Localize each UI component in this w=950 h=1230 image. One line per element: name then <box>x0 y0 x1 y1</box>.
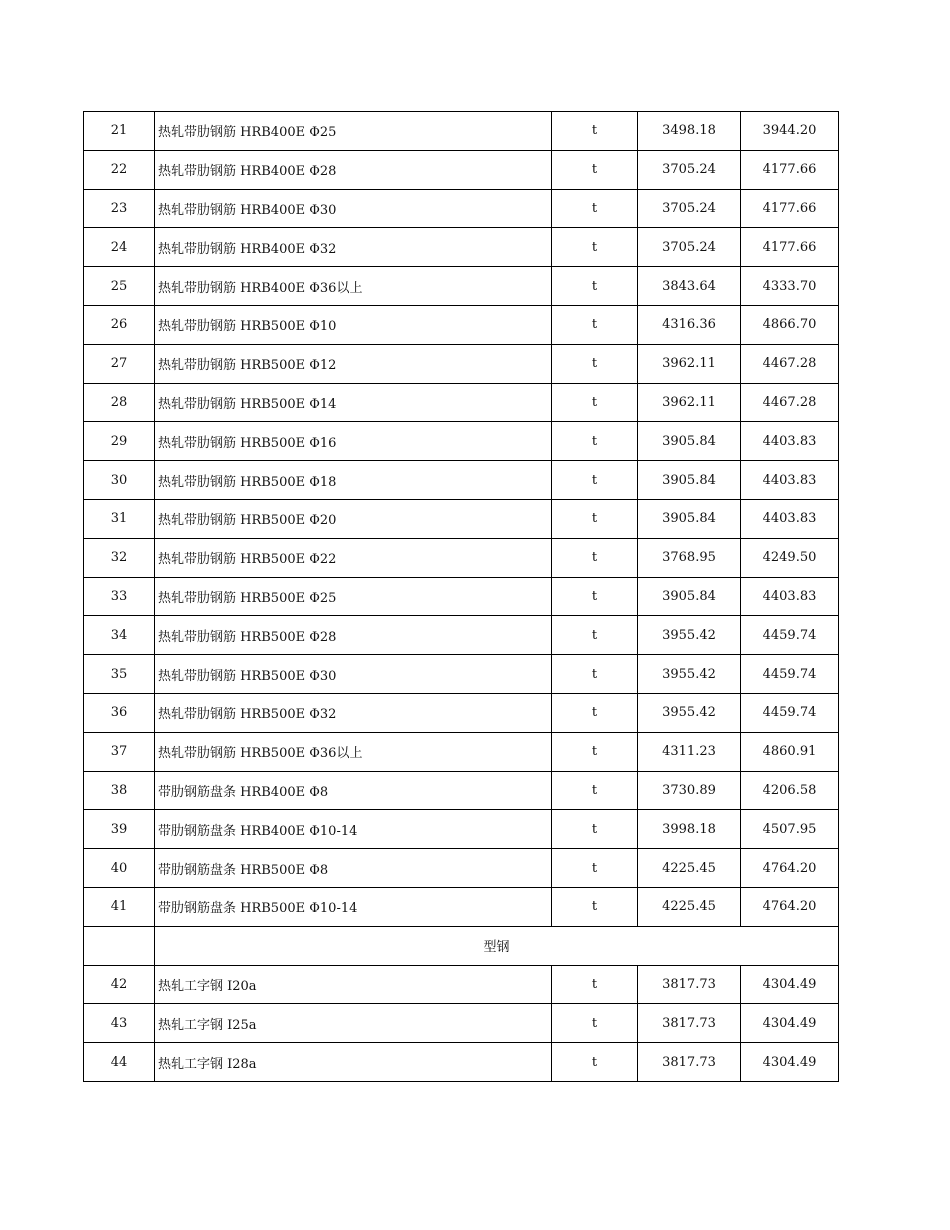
price-excl-tax-cell: 3955.42 <box>638 693 741 732</box>
table-row <box>84 655 839 694</box>
price-incl-tax-cell: 4764.20 <box>741 849 839 888</box>
price-incl-tax-cell: 4403.83 <box>741 461 839 500</box>
table-row <box>84 965 839 1004</box>
item-name-cell: 热轧工字钢 I28a <box>155 1043 552 1082</box>
unit-cell: t <box>552 810 638 849</box>
unit-cell: t <box>552 267 638 306</box>
table-row <box>84 112 839 151</box>
price-excl-tax-cell: 3905.84 <box>638 499 741 538</box>
price-excl-tax-cell: 3962.11 <box>638 344 741 383</box>
item-number-cell: 29 <box>84 422 155 461</box>
unit-cell: t <box>552 538 638 577</box>
item-number-cell: 35 <box>84 655 155 694</box>
price-excl-tax-cell: 3955.42 <box>638 655 741 694</box>
price-excl-tax-cell: 3955.42 <box>638 616 741 655</box>
table-row <box>84 693 839 732</box>
table-row <box>84 1004 839 1043</box>
price-incl-tax-cell: 4333.70 <box>741 267 839 306</box>
unit-cell: t <box>552 344 638 383</box>
price-incl-tax-cell: 4467.28 <box>741 344 839 383</box>
table-row <box>84 150 839 189</box>
price-incl-tax-cell: 4249.50 <box>741 538 839 577</box>
price-incl-tax-cell: 4860.91 <box>741 732 839 771</box>
price-incl-tax-cell: 4467.28 <box>741 383 839 422</box>
price-excl-tax-cell: 3843.64 <box>638 267 741 306</box>
section-title: 型钢 <box>155 926 839 965</box>
price-incl-tax-cell: 4403.83 <box>741 422 839 461</box>
unit-cell: t <box>552 461 638 500</box>
item-name-cell: 热轧带肋钢筋 HRB500E Φ30 <box>155 655 552 694</box>
table-row <box>84 422 839 461</box>
price-excl-tax-cell: 4225.45 <box>638 887 741 926</box>
item-name-cell: 热轧带肋钢筋 HRB500E Φ20 <box>155 499 552 538</box>
table-row <box>84 810 839 849</box>
price-excl-tax-cell: 3962.11 <box>638 383 741 422</box>
item-name-cell: 热轧带肋钢筋 HRB500E Φ12 <box>155 344 552 383</box>
item-name-cell: 热轧带肋钢筋 HRB500E Φ25 <box>155 577 552 616</box>
item-name-cell: 热轧工字钢 I25a <box>155 1004 552 1043</box>
price-incl-tax-cell: 4304.49 <box>741 1004 839 1043</box>
item-number-cell: 24 <box>84 228 155 267</box>
price-incl-tax-cell: 4206.58 <box>741 771 839 810</box>
item-name-cell: 热轧带肋钢筋 HRB400E Φ25 <box>155 112 552 151</box>
price-incl-tax-cell: 4403.83 <box>741 499 839 538</box>
price-table <box>83 111 839 1082</box>
table-row <box>84 499 839 538</box>
price-excl-tax-cell: 4225.45 <box>638 849 741 888</box>
price-excl-tax-cell: 4316.36 <box>638 305 741 344</box>
price-incl-tax-cell: 4177.66 <box>741 189 839 228</box>
price-excl-tax-cell: 3817.73 <box>638 1043 741 1082</box>
table-row <box>84 538 839 577</box>
price-excl-tax-cell: 3817.73 <box>638 1004 741 1043</box>
unit-cell: t <box>552 1004 638 1043</box>
price-excl-tax-cell: 3817.73 <box>638 965 741 1004</box>
unit-cell: t <box>552 849 638 888</box>
item-number-cell: 31 <box>84 499 155 538</box>
item-number-cell: 34 <box>84 616 155 655</box>
price-incl-tax-cell: 4459.74 <box>741 693 839 732</box>
item-number-cell: 26 <box>84 305 155 344</box>
table-row <box>84 267 839 306</box>
price-incl-tax-cell: 4764.20 <box>741 887 839 926</box>
price-excl-tax-cell: 3705.24 <box>638 228 741 267</box>
item-name-cell: 热轧带肋钢筋 HRB500E Φ14 <box>155 383 552 422</box>
price-incl-tax-cell: 4459.74 <box>741 655 839 694</box>
price-excl-tax-cell: 4311.23 <box>638 732 741 771</box>
section-empty-cell <box>84 926 155 965</box>
item-number-cell: 30 <box>84 461 155 500</box>
item-number-cell: 42 <box>84 965 155 1004</box>
unit-cell: t <box>552 189 638 228</box>
item-number-cell: 41 <box>84 887 155 926</box>
item-number-cell: 27 <box>84 344 155 383</box>
price-excl-tax-cell: 3768.95 <box>638 538 741 577</box>
unit-cell: t <box>552 499 638 538</box>
item-number-cell: 44 <box>84 1043 155 1082</box>
unit-cell: t <box>552 965 638 1004</box>
section-header-row <box>84 926 839 965</box>
price-incl-tax-cell: 4507.95 <box>741 810 839 849</box>
item-number-cell: 22 <box>84 150 155 189</box>
item-number-cell: 36 <box>84 693 155 732</box>
unit-cell: t <box>552 616 638 655</box>
price-excl-tax-cell: 3730.89 <box>638 771 741 810</box>
item-name-cell: 热轧带肋钢筋 HRB400E Φ30 <box>155 189 552 228</box>
price-incl-tax-cell: 4459.74 <box>741 616 839 655</box>
unit-cell: t <box>552 112 638 151</box>
unit-cell: t <box>552 887 638 926</box>
item-name-cell: 热轧工字钢 I20a <box>155 965 552 1004</box>
price-excl-tax-cell: 3705.24 <box>638 189 741 228</box>
table-row <box>84 887 839 926</box>
item-number-cell: 25 <box>84 267 155 306</box>
item-number-cell: 32 <box>84 538 155 577</box>
price-excl-tax-cell: 3905.84 <box>638 422 741 461</box>
unit-cell: t <box>552 422 638 461</box>
table-row <box>84 461 839 500</box>
price-incl-tax-cell: 4177.66 <box>741 150 839 189</box>
item-number-cell: 39 <box>84 810 155 849</box>
item-number-cell: 33 <box>84 577 155 616</box>
table-row <box>84 732 839 771</box>
table-row <box>84 849 839 888</box>
table-row <box>84 616 839 655</box>
table-row <box>84 228 839 267</box>
unit-cell: t <box>552 228 638 267</box>
price-incl-tax-cell: 4403.83 <box>741 577 839 616</box>
item-name-cell: 带肋钢筋盘条 HRB400E Φ10-14 <box>155 810 552 849</box>
item-name-cell: 热轧带肋钢筋 HRB500E Φ36以上 <box>155 732 552 771</box>
item-number-cell: 37 <box>84 732 155 771</box>
price-excl-tax-cell: 3705.24 <box>638 150 741 189</box>
unit-cell: t <box>552 771 638 810</box>
item-number-cell: 21 <box>84 112 155 151</box>
table-row <box>84 1043 839 1082</box>
table-row <box>84 577 839 616</box>
item-number-cell: 40 <box>84 849 155 888</box>
unit-cell: t <box>552 150 638 189</box>
item-name-cell: 热轧带肋钢筋 HRB400E Φ36以上 <box>155 267 552 306</box>
price-table-body <box>84 112 839 1082</box>
unit-cell: t <box>552 305 638 344</box>
item-name-cell: 热轧带肋钢筋 HRB500E Φ28 <box>155 616 552 655</box>
price-incl-tax-cell: 3944.20 <box>741 112 839 151</box>
unit-cell: t <box>552 577 638 616</box>
item-name-cell: 带肋钢筋盘条 HRB400E Φ8 <box>155 771 552 810</box>
item-number-cell: 28 <box>84 383 155 422</box>
item-name-cell: 热轧带肋钢筋 HRB500E Φ18 <box>155 461 552 500</box>
unit-cell: t <box>552 693 638 732</box>
price-excl-tax-cell: 3905.84 <box>638 577 741 616</box>
item-name-cell: 热轧带肋钢筋 HRB500E Φ16 <box>155 422 552 461</box>
price-excl-tax-cell: 3905.84 <box>638 461 741 500</box>
unit-cell: t <box>552 655 638 694</box>
price-incl-tax-cell: 4304.49 <box>741 1043 839 1082</box>
table-row <box>84 771 839 810</box>
price-excl-tax-cell: 3498.18 <box>638 112 741 151</box>
unit-cell: t <box>552 383 638 422</box>
price-incl-tax-cell: 4866.70 <box>741 305 839 344</box>
item-name-cell: 带肋钢筋盘条 HRB500E Φ10-14 <box>155 887 552 926</box>
item-name-cell: 热轧带肋钢筋 HRB400E Φ32 <box>155 228 552 267</box>
table-row <box>84 189 839 228</box>
price-excl-tax-cell: 3998.18 <box>638 810 741 849</box>
item-number-cell: 23 <box>84 189 155 228</box>
item-name-cell: 热轧带肋钢筋 HRB500E Φ22 <box>155 538 552 577</box>
table-row <box>84 383 839 422</box>
item-name-cell: 热轧带肋钢筋 HRB400E Φ28 <box>155 150 552 189</box>
item-name-cell: 带肋钢筋盘条 HRB500E Φ8 <box>155 849 552 888</box>
table-row <box>84 344 839 383</box>
table-row <box>84 305 839 344</box>
unit-cell: t <box>552 1043 638 1082</box>
unit-cell: t <box>552 732 638 771</box>
price-incl-tax-cell: 4177.66 <box>741 228 839 267</box>
price-incl-tax-cell: 4304.49 <box>741 965 839 1004</box>
item-number-cell: 43 <box>84 1004 155 1043</box>
item-name-cell: 热轧带肋钢筋 HRB500E Φ10 <box>155 305 552 344</box>
item-number-cell: 38 <box>84 771 155 810</box>
item-name-cell: 热轧带肋钢筋 HRB500E Φ32 <box>155 693 552 732</box>
